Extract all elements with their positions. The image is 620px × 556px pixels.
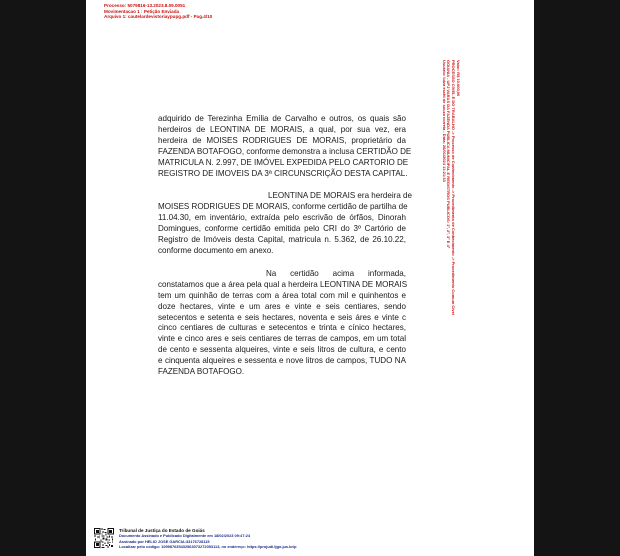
text-line: herdeira de MOISES RODRIGUES DE MORAIS, proprietário da	[158, 135, 406, 145]
locate-code-line[interactable]: Localizar pelo código: 109987635432563073272053113, no endereço: https://projudi.tjgo.jus.br/p	[119, 543, 297, 549]
signer-line: Assinado por HELIO JOSE GARCIA:33176728115	[119, 538, 210, 544]
text-line: vinte e cinco ares e seis centiares de terras de campos, em um total	[158, 334, 406, 344]
side-stamp-line: PROCESSO CIVEL E DO TRABALHO -> Processo de Conhecimento -> Procedimento de Conhecimento -> Procedimento Comum Civel	[451, 60, 457, 315]
movement-line: Movimentacao 1 : Petição Enviada	[104, 8, 180, 14]
document-page	[86, 0, 534, 556]
text-line: MATRICULA N. 2.997, DE IMÓVEL EXPEDIDA PELO CARTORIO DE	[158, 157, 409, 167]
text-line: 11.04.30, em inventário, extraída pelo escrivão de órfãos, Dinorah	[158, 213, 406, 223]
paragraph-2	[158, 191, 413, 256]
paragraph-3	[158, 269, 406, 378]
file-line: Arquivo 1: cautelardevistoriaypupg.pdf - Pag.4/10	[104, 14, 213, 20]
paragraph-1	[158, 114, 412, 179]
text-line: setecentos e setenta e seis hectares, noventa e seis áres e vinte c	[158, 312, 406, 322]
document-body	[158, 114, 413, 390]
side-stamp-line: Usuário: luiza eschi de souza correia - Data: 26/01/2024 11:21:33	[441, 60, 447, 182]
process-number: Processo: 5079816-13.2023.8.09.0051	[104, 3, 186, 8]
text-line: REGISTRO DE IMOVEIS DA 3ª CIRCUNSCRIÇÃO DESTA CAPITAL.	[158, 168, 408, 178]
text-line: herdeiros de LEONTINA DE MORAIS, a qual, por sua vez, era	[158, 124, 406, 134]
qr-code-icon	[94, 528, 114, 548]
text-line: Na certidão acima informada,	[266, 268, 406, 278]
text-line: FAZENDA BOTAFOGO, conforme demonstra a inclusa CERTIDÃO DE	[158, 146, 412, 156]
text-line: Registro de Imóveis desta Capital, matricula n. 5.362, de 26.10.22,	[158, 235, 406, 245]
text-line: constatamos que a área pela qual a herdeira LEONTINA DE MORAIS	[158, 279, 408, 289]
text-line: conforme documento em anexo.	[158, 245, 274, 255]
signed-date-line: Documento Assinado e Publicado Digitalmente em 18/02/2023 09:47:24	[119, 533, 251, 539]
document-header	[104, 3, 212, 20]
text-line: MOISES RODRIGUES DE MORAIS, conforme certidão de partilha de	[158, 202, 408, 212]
side-stamp	[441, 60, 460, 315]
text-line: de cento e sessenta alqueires, vinte e seis litros de cultura, e cento	[158, 345, 406, 355]
court-name: Tribunal de Justiça do Estado de Goiás	[119, 528, 205, 533]
text-line: FAZENDA BOTAFOGO.	[158, 367, 245, 377]
text-line: e cinquenta alqueires e sessenta e nove litros de campos, TUDO NA	[158, 356, 406, 366]
text-line: LEONTINA DE MORAIS era herdeira de	[268, 191, 413, 201]
text-line: cinco centiares de culturas e setecentos e trinta e cínico hectares,	[158, 323, 406, 333]
side-stamp-line: Valor: R$ 10.000,00	[456, 60, 461, 97]
text-line: doze hectares, vinte e um ares e vinte e seis centiares, sendo	[158, 301, 406, 311]
text-line: Domingues, conforme certidão emitida pelo CRI do 3º Cartório de	[158, 224, 406, 234]
signature-text	[119, 528, 297, 549]
text-line: tem um quinhão de terras com a área total com mil e quinhentos e	[158, 290, 406, 300]
text-line: adquirido de Terezinha Emília de Carvalho e outros, os quais são	[158, 114, 406, 123]
side-stamp-line: GOIANIA - UPJ VARAS DA FAZENDA PUBLICA MUNICIPAL E REGISTROS PUBLICOS: 1º, 2º, 3º E 4º	[446, 60, 452, 249]
